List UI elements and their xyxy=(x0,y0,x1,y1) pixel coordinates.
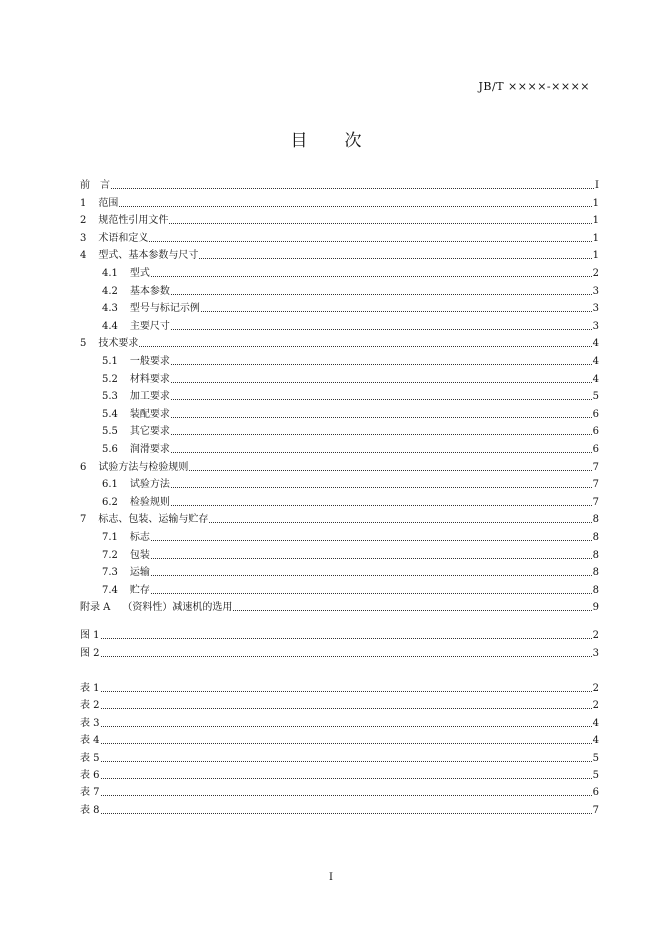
dot-leader xyxy=(101,813,592,814)
toc-entry[interactable] xyxy=(80,319,599,333)
toc-entry-page: 6 xyxy=(592,787,599,799)
toc-entry-page: 8 xyxy=(592,584,599,596)
toc-entry[interactable] xyxy=(80,301,599,315)
toc-entry-number: 7.1 xyxy=(102,532,118,543)
table-list-entry[interactable] xyxy=(80,733,599,747)
toc-entry-number: 表 7 xyxy=(80,787,100,799)
standard-code: JB/T ××××-×××× xyxy=(478,80,590,93)
dot-leader xyxy=(119,206,591,207)
toc-entry-page: 8 xyxy=(592,567,599,579)
table-list-entry[interactable] xyxy=(80,768,599,782)
dot-leader xyxy=(101,795,592,796)
toc-entry-title: 贮存 xyxy=(129,584,150,596)
toc-entry-page: 4 xyxy=(592,717,599,729)
dot-leader xyxy=(151,540,592,541)
dot-leader xyxy=(171,329,592,330)
toc-entry-page: 5 xyxy=(592,752,599,764)
toc-entry-number: 5.2 xyxy=(102,373,118,385)
toc-entry-page: 6 xyxy=(592,426,599,438)
toc-entry-page: 3 xyxy=(592,303,599,315)
toc-entry-page: 8 xyxy=(592,532,599,543)
toc-entry-page: I xyxy=(595,180,599,191)
dot-leader xyxy=(101,778,592,779)
page-number: I xyxy=(329,872,333,883)
toc-entry-number: 表 4 xyxy=(80,735,100,747)
toc-entry-page: 4 xyxy=(592,338,599,350)
toc-entry-page: 5 xyxy=(592,770,599,781)
page-title: 目 次 xyxy=(290,131,372,151)
toc-entry-title: 试验方法 xyxy=(129,479,170,491)
toc-entry[interactable] xyxy=(80,495,599,509)
toc-entry-page: 7 xyxy=(592,496,599,508)
toc-entry-title: （资料性）减速机的选用 xyxy=(122,602,233,614)
toc-entry-title: 一般要求 xyxy=(129,356,170,367)
toc-entry[interactable] xyxy=(80,477,599,491)
toc-entry-number: 5.4 xyxy=(102,408,118,420)
toc-entry-title: 标志、包装、运输与贮存 xyxy=(98,514,209,526)
toc-entry-number: 表 8 xyxy=(80,804,100,816)
toc-entry-title: 材料要求 xyxy=(129,373,170,385)
dot-leader xyxy=(111,188,594,189)
dot-leader xyxy=(151,276,592,277)
toc-entry-title: 检验规则 xyxy=(129,496,170,508)
dot-leader xyxy=(171,452,592,453)
toc-entry-page: 7 xyxy=(592,461,599,473)
toc-entry-number: 4.2 xyxy=(102,285,118,297)
toc-entry[interactable] xyxy=(80,178,599,192)
figure-list-entry[interactable] xyxy=(80,646,599,660)
dot-leader xyxy=(199,258,591,259)
toc-entry-title: 型号与标记示例 xyxy=(129,303,200,315)
toc-entry-title: 规范性引用文件 xyxy=(98,215,169,227)
dot-leader xyxy=(101,656,592,657)
toc-entry[interactable] xyxy=(80,460,599,474)
toc-entry-number: 表 2 xyxy=(80,700,100,712)
toc-entry-number: 4.3 xyxy=(102,303,118,315)
toc-entry-number: 7.3 xyxy=(102,567,118,579)
toc-entry-number: 4.1 xyxy=(102,268,118,279)
toc-entry[interactable] xyxy=(80,407,599,421)
toc-entry-number: 表 1 xyxy=(80,683,100,694)
toc-entry-page: 2 xyxy=(592,683,599,694)
toc-entry-number: 7.4 xyxy=(102,584,118,596)
toc-entry[interactable] xyxy=(80,213,599,227)
toc-entry-number: 5.6 xyxy=(102,444,118,455)
toc-entry-page: 6 xyxy=(592,444,599,455)
table-list-entry[interactable] xyxy=(80,681,599,695)
toc-entry-page: 3 xyxy=(592,285,599,297)
toc-entry[interactable] xyxy=(80,512,599,526)
figure-list-entry[interactable] xyxy=(80,628,599,642)
toc-entry-number: 表 3 xyxy=(80,717,100,729)
toc-entry-title: 范围 xyxy=(98,197,119,209)
toc-entry-number: 4.4 xyxy=(102,320,118,332)
toc-entry-page: 6 xyxy=(592,408,599,420)
toc-entry-title: 加工要求 xyxy=(129,391,170,403)
toc-entry-title: 主要尺寸 xyxy=(129,320,170,332)
toc-entry[interactable] xyxy=(80,354,599,368)
toc-entry-number: 5 xyxy=(80,338,87,350)
dot-leader xyxy=(169,223,591,224)
dot-leader xyxy=(171,434,592,435)
dot-leader xyxy=(171,382,592,383)
table-list-entry[interactable] xyxy=(80,785,599,799)
toc-entry[interactable] xyxy=(80,266,599,280)
dot-leader xyxy=(171,505,592,506)
toc-entry-page: 4 xyxy=(592,356,599,367)
toc-entry-number: 2 xyxy=(80,215,87,227)
toc-entry-number: 7.2 xyxy=(102,549,118,561)
toc-entry-page: 3 xyxy=(592,647,599,659)
toc-entry[interactable] xyxy=(80,372,599,386)
dot-leader xyxy=(151,575,592,576)
table-list-entry[interactable] xyxy=(80,803,599,817)
toc-entry-title: 运输 xyxy=(129,567,150,579)
toc-entry-title: 型式 xyxy=(129,268,150,279)
table-list-entry[interactable] xyxy=(80,698,599,712)
dot-leader xyxy=(201,311,592,312)
toc-entry[interactable] xyxy=(80,583,599,597)
toc-entry-page: 1 xyxy=(592,232,599,244)
toc-entry-page: 1 xyxy=(592,215,599,227)
toc-entry-number: 6.1 xyxy=(102,479,118,491)
toc-entry-page: 1 xyxy=(592,197,599,209)
toc-entry[interactable] xyxy=(80,548,599,562)
toc-entry-number: 表 5 xyxy=(80,752,100,764)
table-list-entry[interactable] xyxy=(80,751,599,765)
toc-entry-number: 5.5 xyxy=(102,426,118,438)
toc-entry-title: 基本参数 xyxy=(129,285,170,297)
toc-entry-number: 5.3 xyxy=(102,391,118,403)
toc-entry-title: 润滑要求 xyxy=(129,444,170,455)
toc-entry-page: 2 xyxy=(592,700,599,712)
dot-leader xyxy=(101,638,592,639)
toc-entry-page: 7 xyxy=(592,804,599,816)
dot-leader xyxy=(101,726,592,727)
dot-leader xyxy=(171,364,592,365)
toc-entry-page: 4 xyxy=(592,735,599,747)
toc-entry-number: 6.2 xyxy=(102,496,118,508)
toc-entry[interactable] xyxy=(80,389,599,403)
toc-entry-number: 7 xyxy=(80,514,87,526)
toc-entry-page: 9 xyxy=(592,602,599,614)
dot-leader xyxy=(209,522,591,523)
toc-entry[interactable] xyxy=(80,530,599,544)
toc-entry[interactable] xyxy=(80,442,599,456)
toc-entry[interactable] xyxy=(80,600,599,614)
toc-entry-title: 装配要求 xyxy=(129,408,170,420)
table-list-entry[interactable] xyxy=(80,716,599,730)
toc-entry-page: 2 xyxy=(592,630,599,641)
toc-entry[interactable] xyxy=(80,424,599,438)
toc-entry-page: 3 xyxy=(592,320,599,332)
toc-entry-title: 包装 xyxy=(129,549,150,561)
dot-leader xyxy=(149,241,591,242)
toc-entry-number: 6 xyxy=(80,461,87,473)
toc-entry-title: 试验方法与检验规则 xyxy=(98,461,189,473)
toc-entry-page: 4 xyxy=(592,373,599,385)
toc-entry[interactable] xyxy=(80,336,599,350)
toc-entry-number: 表 6 xyxy=(80,770,100,781)
toc-entry-number: 前 言 xyxy=(80,180,110,191)
toc-entry-number: 4 xyxy=(80,250,87,262)
toc-entry-title: 型式、基本参数与尺寸 xyxy=(98,250,199,262)
toc-entry-number: 图 2 xyxy=(80,647,100,659)
toc-entry[interactable] xyxy=(80,231,599,245)
toc-entry-number: 附录 A xyxy=(80,602,111,614)
toc-entry-number: 1 xyxy=(80,197,87,209)
dot-leader xyxy=(101,761,592,762)
toc-entry[interactable] xyxy=(80,248,599,262)
dot-leader xyxy=(171,487,592,488)
toc-entry-page: 5 xyxy=(592,391,599,403)
dot-leader xyxy=(171,399,592,400)
dot-leader xyxy=(151,593,592,594)
dot-leader xyxy=(101,708,592,709)
dot-leader xyxy=(151,558,592,559)
toc-entry[interactable] xyxy=(80,196,599,210)
toc-entry-title: 标志 xyxy=(129,532,150,543)
toc-entry[interactable] xyxy=(80,565,599,579)
toc-entry-page: 8 xyxy=(592,549,599,561)
dot-leader xyxy=(101,743,592,744)
dot-leader xyxy=(171,417,592,418)
toc-entry-page: 2 xyxy=(592,268,599,279)
toc-entry-title: 其它要求 xyxy=(129,426,170,438)
toc-entry-number: 3 xyxy=(80,232,87,244)
toc-entry-number: 图 1 xyxy=(80,630,100,641)
toc-entry-title: 术语和定义 xyxy=(98,232,149,244)
toc-entry-page: 1 xyxy=(592,250,599,262)
toc-entry-page: 8 xyxy=(592,514,599,526)
toc-entry-title: 技术要求 xyxy=(98,338,139,350)
toc-entry[interactable] xyxy=(80,284,599,298)
dot-leader xyxy=(139,346,591,347)
dot-leader xyxy=(101,691,592,692)
dot-leader xyxy=(189,470,591,471)
toc-entry-number: 5.1 xyxy=(102,356,118,367)
dot-leader xyxy=(233,610,591,611)
toc-entry-page: 7 xyxy=(592,479,599,491)
dot-leader xyxy=(171,294,592,295)
